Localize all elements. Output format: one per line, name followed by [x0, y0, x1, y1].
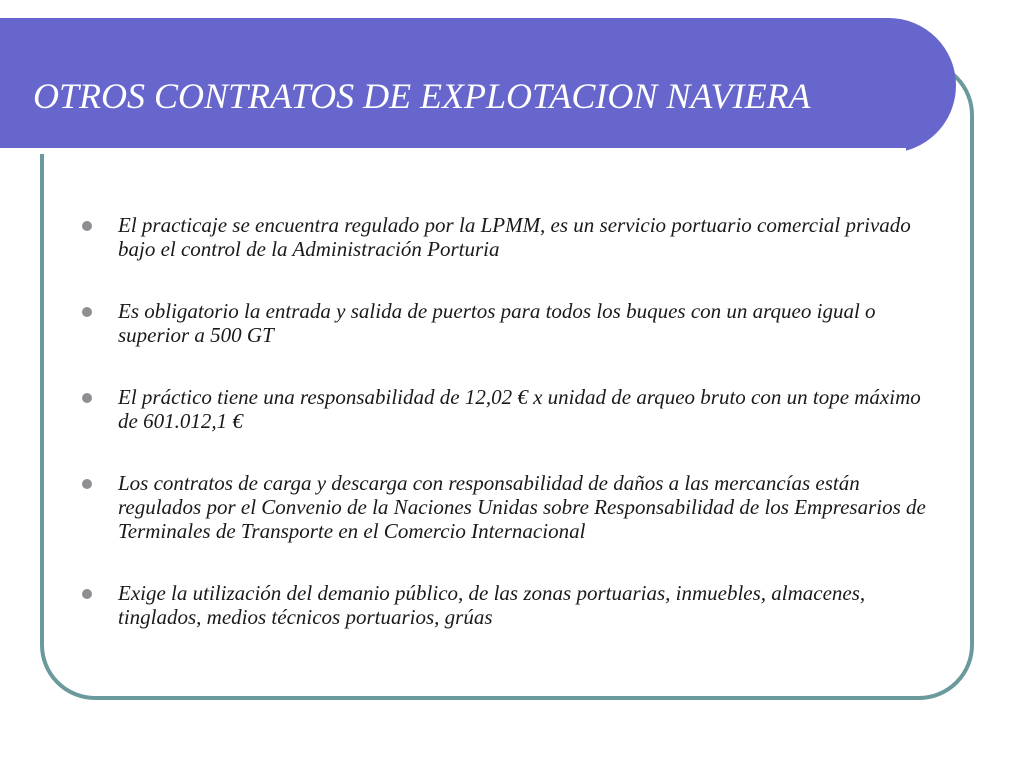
bullet-dot-icon: [82, 589, 92, 599]
bullet-dot-icon: [82, 307, 92, 317]
bullet-dot-icon: [82, 479, 92, 489]
bullet-item: [82, 581, 932, 629]
bullet-text: Los contratos de carga y descarga con responsabilidad de daños a las mercancías están regulados por el Convenio de la Naciones Unidas sobre Responsabilidad de los Empresarios de Terminales de Transporte en el Comercio Internacional: [118, 471, 926, 543]
bullet-list: [82, 213, 932, 629]
bullet-text: Es obligatorio la entrada y salida de puertos para todos los buques con un arqueo igual o superior a 500 GT: [118, 299, 876, 347]
bullet-item: [82, 299, 932, 347]
bullet-dot-icon: [82, 221, 92, 231]
slide-title: OTROS CONTRATOS DE EXPLOTACION NAVIERA: [33, 76, 811, 116]
title-bar: [0, 18, 956, 153]
bullet-text: El práctico tiene una responsabilidad de 12,02 € x unidad de arqueo bruto con un tope máximo de 601.012,1 €: [118, 385, 921, 433]
bullet-text: El practicaje se encuentra regulado por la LPMM, es un servicio portuario comercial privado bajo el control de la Administración Porturia: [118, 213, 911, 261]
bullet-dot-icon: [82, 393, 92, 403]
bullet-text: Exige la utilización del demanio público, de las zonas portuarias, inmuebles, almacenes, tinglados, medios técnicos portuarios, grúas: [118, 581, 866, 629]
bullet-item: [82, 385, 932, 433]
bullet-item: [82, 471, 932, 543]
bullet-item: [82, 213, 932, 261]
title-underline: [0, 148, 906, 154]
